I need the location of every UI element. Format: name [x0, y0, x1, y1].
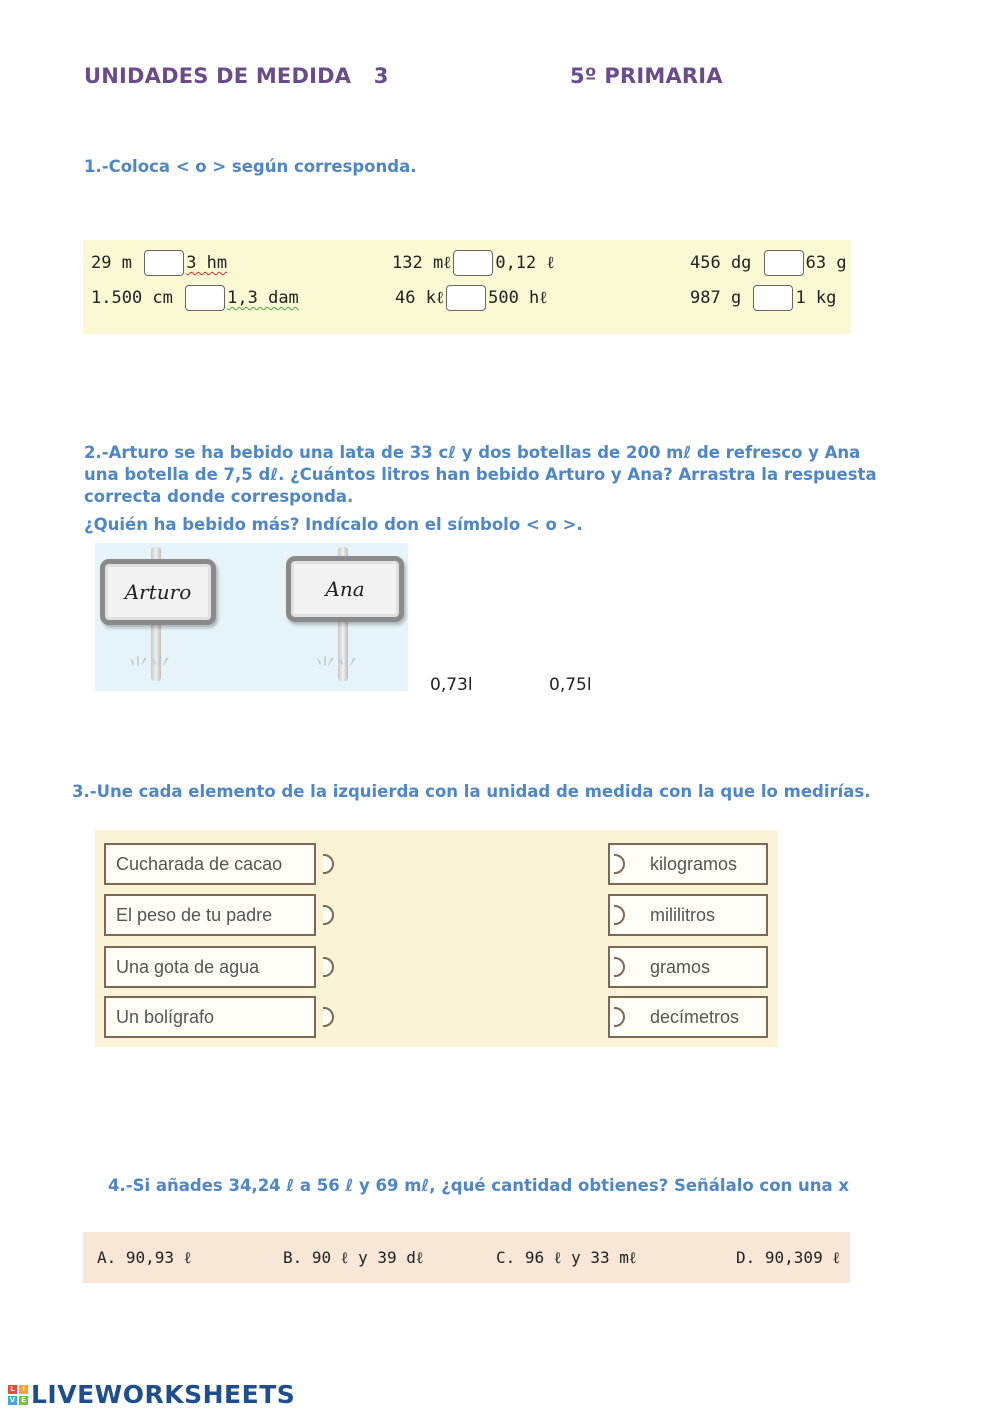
arturo-sign[interactable] — [100, 559, 216, 625]
logo-grid-icon — [8, 1385, 28, 1405]
option-d[interactable]: D. 90,309 ℓ — [736, 1248, 840, 1267]
q1-item-5 — [395, 285, 547, 311]
q2-prompt-line-2: una botella de 7,5 dℓ. ¿Cuántos litros han bebido Arturo y Ana? Arrastra la respuesta — [84, 465, 877, 484]
q1-item-4-right: 1,3 dam — [227, 288, 299, 308]
left-piece-1[interactable] — [104, 843, 316, 885]
q1-item-3 — [690, 250, 847, 276]
left-piece-2-tab — [314, 905, 334, 925]
option-c[interactable]: C. 96 ℓ y 33 mℓ — [496, 1248, 637, 1267]
ana-sign[interactable] — [286, 556, 404, 622]
right-piece-4-label: decímetros — [650, 1006, 740, 1027]
left-piece-2-label: El peso de tu padre — [116, 904, 273, 925]
q1-answer-box-2[interactable] — [453, 250, 493, 276]
q1-item-1-left: 29 m — [91, 253, 132, 273]
logo-icon-letter-1: L — [8, 1385, 17, 1394]
q1-answer-box-6[interactable] — [753, 285, 793, 311]
q1-item-2 — [392, 250, 555, 276]
q1-answer-box-1[interactable] — [144, 250, 184, 276]
arturo-grass: ⺌⺌ — [127, 656, 172, 681]
logo-text: LIVEWORKSHEETS — [31, 1380, 296, 1409]
q2-signs-image — [95, 543, 408, 691]
answer-option-2[interactable]: 0,75l — [549, 675, 592, 695]
left-piece-3-tab — [314, 957, 334, 977]
q4-options-panel — [83, 1232, 850, 1283]
q1-item-3-right: 63 g — [805, 253, 847, 273]
q1-item-6-left: 987 g — [690, 288, 742, 308]
grade-label: 5º PRIMARIA — [570, 64, 723, 88]
right-piece-1-label: kilogramos — [650, 853, 738, 874]
right-piece-1[interactable] — [608, 843, 768, 885]
right-piece-4[interactable] — [608, 996, 768, 1038]
right-piece-2[interactable] — [608, 894, 768, 936]
q1-item-3-left: 456 dg — [690, 253, 752, 273]
q1-prompt: 1.-Coloca < o > según corresponda. — [84, 157, 417, 176]
option-a[interactable]: A. 90,93 ℓ — [97, 1248, 192, 1267]
q2-prompt-line-1: 2.-Arturo se ha bebido una lata de 33 cℓ y dos botellas de 200 mℓ de refresco y Ana — [84, 443, 861, 462]
q1-panel — [83, 240, 851, 334]
q1-item-5-right: 500 hℓ — [488, 288, 548, 308]
logo-icon-letter-4: E — [19, 1396, 28, 1405]
right-piece-2-label: mililitros — [650, 904, 715, 925]
q2-prompt-line-3: correcta donde corresponda. — [84, 487, 354, 506]
worksheet-title: UNIDADES DE MEDIDA 3 — [84, 64, 389, 88]
q1-answer-box-3[interactable] — [764, 250, 804, 276]
right-piece-3-label: gramos — [650, 956, 711, 977]
liveworksheets-logo[interactable] — [8, 1380, 295, 1409]
ana-grass: ⺌⺌ — [314, 656, 359, 681]
q2-prompt — [84, 442, 884, 536]
q2-prompt-line-4: ¿Quién ha bebido más? Indícalo don el símbolo < o >. — [84, 515, 583, 534]
q3-panel — [95, 830, 778, 1047]
left-piece-2[interactable] — [104, 894, 316, 936]
q1-item-4 — [91, 285, 299, 311]
right-piece-3[interactable] — [608, 946, 768, 988]
left-piece-4[interactable] — [104, 996, 316, 1038]
left-piece-4-tab — [314, 1007, 334, 1027]
left-piece-1-tab — [314, 854, 334, 874]
q1-item-2-left: 132 mℓ — [392, 253, 452, 273]
answer-option-1[interactable]: 0,73l — [430, 675, 473, 695]
q1-item-6 — [690, 285, 836, 311]
q1-item-5-left: 46 kℓ — [395, 288, 445, 308]
q1-answer-box-5[interactable] — [446, 285, 486, 311]
left-piece-1-label: Cucharada de cacao — [116, 853, 283, 874]
logo-icon-letter-2: I — [19, 1385, 28, 1394]
q4-prompt: 4.-Si añades 34,24 ℓ a 56 ℓ y 69 mℓ, ¿qué cantidad obtienes? Señálalo con una x — [108, 1176, 850, 1195]
q1-item-1 — [91, 250, 227, 276]
q3-prompt: 3.-Une cada elemento de la izquierda con la unidad de medida con la que lo medirías. — [72, 782, 871, 801]
q1-item-4-left: 1.500 cm — [91, 288, 173, 308]
left-piece-4-label: Un bolígrafo — [116, 1006, 215, 1027]
q1-item-1-right: 3 hm — [186, 253, 228, 273]
q1-item-2-right: 0,12 ℓ — [495, 253, 555, 273]
q1-answer-box-4[interactable] — [185, 285, 225, 311]
arturo-sign-label: Arturo — [124, 580, 192, 604]
left-piece-3[interactable] — [104, 946, 316, 988]
option-b[interactable]: B. 90 ℓ y 39 dℓ — [283, 1248, 424, 1267]
left-piece-3-label: Una gota de agua — [116, 956, 260, 977]
ana-sign-label: Ana — [325, 577, 365, 601]
logo-icon-letter-3: V — [9, 1395, 16, 1404]
q1-item-6-right: 1 kg — [795, 288, 837, 308]
